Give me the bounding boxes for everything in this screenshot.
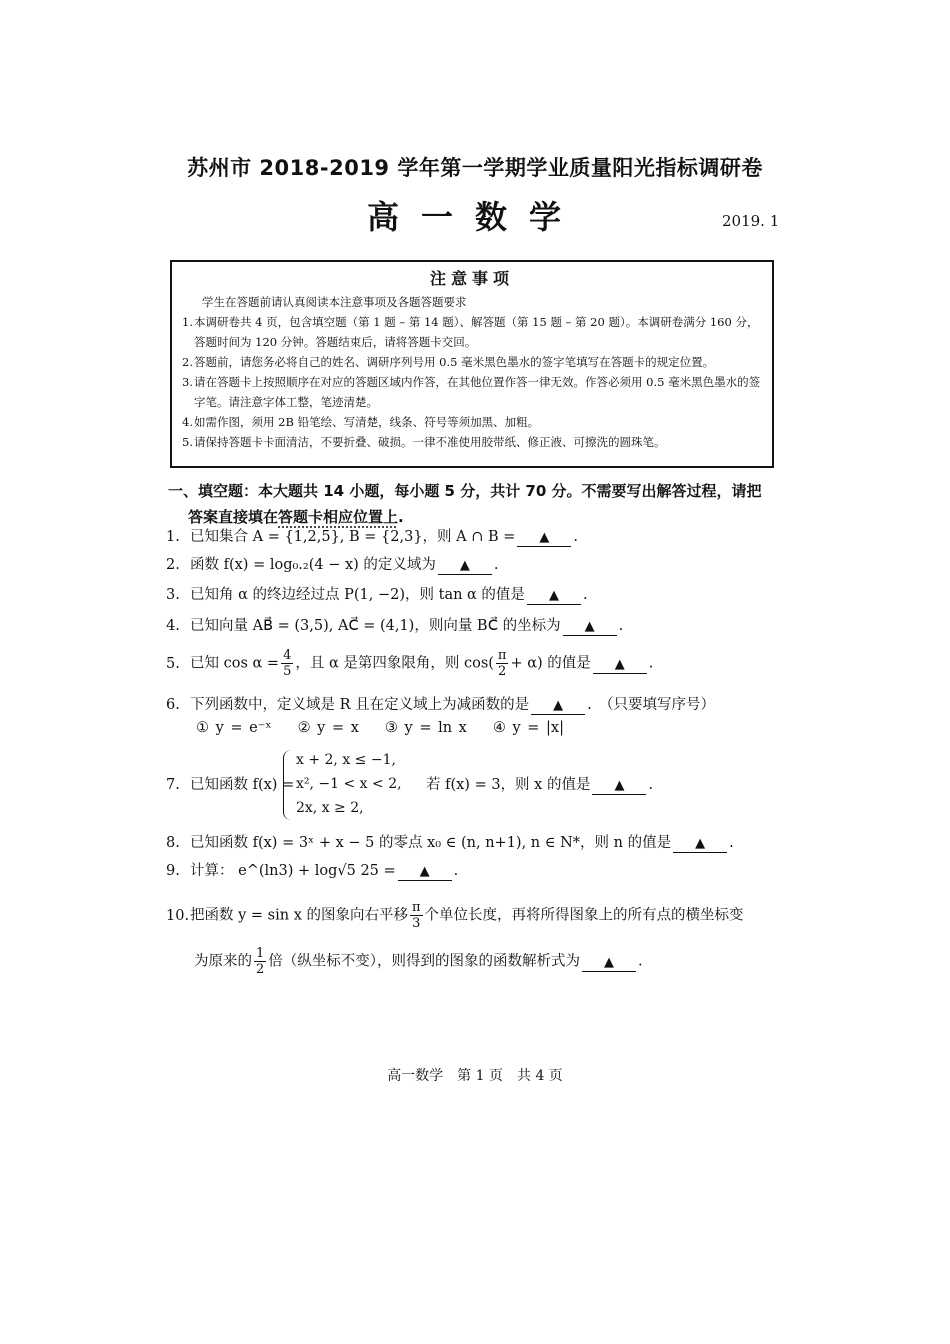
notice-item-text: 请在答题卡上按照顺序在对应的答题区域内作答，在其他位置作答一律无效。作答必须用 0.5 毫米黑色墨水的签字笔。请注意字体工整，笔迹清楚。 — [194, 375, 761, 409]
question-text: 已知 cos α = — [190, 655, 280, 672]
question-number: 1. — [166, 529, 180, 545]
notice-item — [182, 432, 762, 452]
question-number: 6. — [166, 697, 180, 713]
notice-item-num: 3. — [182, 375, 193, 389]
answer-blank — [531, 697, 585, 715]
notice-item — [182, 412, 762, 432]
fraction — [496, 648, 509, 679]
fraction — [410, 900, 423, 931]
question-9: 9. 计算： e^(ln3) + log√5 25 = ▲ . — [166, 860, 786, 882]
question-2: 2. 函数 f(x) = log₀.₂(4 − x) 的定义域为 ▲ . — [166, 554, 786, 576]
answer-blank — [438, 557, 492, 575]
option-4: ④ y = |x| — [492, 720, 564, 736]
question-text: 若 f(x) = 3，则 x 的值是 — [426, 777, 591, 793]
question-text: 为原来的 — [194, 953, 252, 970]
option-1: ① y = e⁻ˣ — [196, 720, 272, 736]
option-3: ③ y = ln x — [384, 720, 467, 736]
page-footer: 高一数学 第 1 页 共 4 页 — [387, 1068, 563, 1084]
notice-item-text: 请保持答题卡卡面清洁，不要折叠、破损。一律不准使用胶带纸、修正液、可擦洗的圆珠笔。 — [194, 435, 666, 449]
question-note: （只要填写序号） — [606, 697, 715, 713]
notice-item-num: 2. — [182, 355, 193, 369]
subject-title: 高一数学 — [366, 198, 583, 236]
triangle-icon: ▲ — [584, 619, 595, 634]
exam-date: 2019. 1 — [722, 212, 780, 230]
question-text: 函数 f(x) = log₀.₂(4 − x) 的定义域为 — [190, 557, 436, 573]
notice-item — [182, 312, 762, 352]
question-number: 9. — [166, 863, 180, 879]
section-text: 答案直接填在 — [188, 508, 279, 526]
section-heading — [168, 478, 768, 530]
triangle-icon: ▲ — [695, 836, 706, 851]
answer-blank — [527, 587, 581, 605]
question-text: 计算： e^(ln3) + log√5 25 = — [190, 863, 396, 879]
question-10 — [166, 900, 786, 931]
question-7-tail: 若 f(x) = 3，则 x 的值是 ▲ . — [426, 777, 654, 793]
question-number: 2. — [166, 557, 180, 573]
piecewise-case: 2x, x ≥ 2, — [296, 800, 364, 816]
option-2: ② y = x — [297, 720, 359, 736]
triangle-icon: ▲ — [459, 558, 470, 573]
notice-title: 注意事项 — [429, 269, 514, 288]
brace-icon — [283, 750, 294, 820]
question-1: 1. 已知集合 A = {1,2,5}, B = {2,3}，则 A ∩ B = ▲ . — [166, 526, 786, 548]
triangle-icon: ▲ — [614, 656, 625, 672]
fraction-denominator: 2 — [498, 664, 507, 679]
answer-blank — [517, 529, 571, 547]
page-title: 苏州市 2018-2019 学年第一学期学业质量阳光指标调研卷 — [187, 156, 763, 180]
notice-item — [182, 372, 762, 412]
answer-blank — [592, 777, 646, 795]
question-text: + α) 的值是 — [510, 655, 591, 672]
question-number: 7. — [166, 777, 180, 793]
question-3: 3. 已知角 α 的终边经过点 P(1, −2)，则 tan α 的值是 ▲ . — [166, 584, 786, 606]
fraction — [281, 648, 293, 679]
answer-blank — [563, 618, 617, 636]
answer-blank — [673, 835, 727, 853]
fraction-denominator: 2 — [256, 962, 265, 977]
notice-item-text: 如需作图，须用 2B 铅笔绘、写清楚，线条、符号等须加黑、加粗。 — [194, 415, 540, 429]
answer-blank — [582, 954, 636, 972]
section-emphasis: 答题卡相应位置上 — [278, 508, 399, 526]
question-6-options — [196, 720, 590, 736]
question-number: 10. — [166, 907, 190, 924]
section-heading-line1: 一、填空题：本大题共 14 小题，每小题 5 分，共计 70 分。不需要写出解答过程，请把 — [168, 482, 762, 500]
triangle-icon: ▲ — [604, 954, 615, 970]
question-text: 已知集合 A = {1,2,5}, B = {2,3}，则 A ∩ B = — [190, 529, 516, 545]
piecewise-case: x + 2, x ≤ −1, — [296, 752, 396, 768]
notice-intro: 学生在答题前请认真阅读本注意事项及各题答题要求 — [202, 295, 467, 309]
fraction-numerator: 4 — [283, 648, 292, 663]
fraction-numerator: π — [497, 648, 507, 663]
fraction-numerator: π — [411, 900, 421, 915]
fraction-numerator: 1 — [256, 946, 265, 961]
question-text: ，且 α 是第四象限角，则 cos( — [295, 655, 494, 672]
triangle-icon: ▲ — [548, 588, 559, 603]
piecewise-case: x², −1 < x < 2, — [296, 776, 402, 792]
notice-item-num: 1. — [182, 315, 193, 329]
answer-blank — [593, 656, 647, 674]
answer-blank — [398, 863, 452, 881]
question-number: 8. — [166, 835, 180, 851]
piecewise-cases — [296, 748, 402, 820]
question-8: 8. 已知函数 f(x) = 3ˣ + x − 5 的零点 x₀ ∈ (n, n+1), n ∈ N*，则 n 的值是 ▲ . — [166, 832, 786, 854]
question-text: 倍（纵坐标不变），则得到的图象的函数解析式为 — [268, 953, 581, 970]
triangle-icon: ▲ — [419, 864, 430, 879]
fraction-denominator: 3 — [412, 916, 421, 931]
question-text: 已知向量 AB⃗ = (3,5), AC⃗ = (4,1)，则向量 BC⃗ 的坐标为 — [190, 618, 561, 634]
notice-item-num: 4. — [182, 415, 193, 429]
question-10-line2: 为原来的 $\frac{1}{2}$ 倍（纵坐标不变），则得到的图象的函数解析式为 ▲ . — [194, 946, 643, 977]
notice-item-text: 本调研卷共 4 页，包含填空题（第 1 题 – 第 14 题）、解答题（第 15 题 – 第 20 题）。本调研卷满分 160 分，答题时间为 120 分钟。答题结束后，请将答题卡交回。 — [194, 315, 759, 349]
question-4: 4. 已知向量 AB⃗ = (3,5), AC⃗ = (4,1)，则向量 BC⃗ 的坐标为 ▲ . — [166, 615, 786, 637]
question-text: 已知角 α 的终边经过点 P(1, −2)，则 tan α 的值是 — [190, 587, 525, 603]
question-text: 把函数 y = sin x 的图象向右平移 — [190, 907, 408, 924]
section-text: . — [398, 508, 404, 526]
triangle-icon: ▲ — [614, 778, 625, 793]
notice-item-num: 5. — [182, 435, 193, 449]
question-number: 5. — [166, 655, 180, 672]
fraction — [254, 946, 266, 977]
triangle-icon: ▲ — [553, 698, 564, 713]
question-text: 已知函数 f(x) = — [190, 777, 295, 793]
triangle-icon: ▲ — [539, 530, 550, 545]
question-6: 6. 下列函数中，定义域是 R 且在定义域上为减函数的是 ▲ . （只要填写序号） — [166, 694, 786, 716]
question-text: 下列函数中，定义域是 R 且在定义域上为减函数的是 — [190, 697, 530, 713]
question-text: 已知函数 f(x) = 3ˣ + x − 5 的零点 x₀ ∈ (n, n+1), n ∈ N*，则 n 的值是 — [190, 835, 672, 851]
question-5: 5. 已知 cos α = $\frac{4}{5}$ ，且 α 是第四象限角，则 cos( $\frac{\pi}{2}$ + α) 的值是 ▲ . — [166, 648, 654, 679]
notice-box — [170, 260, 774, 468]
notice-item-text: 答题前，请您务必将自己的姓名、调研序列号用 0.5 毫米黑色墨水的签字笔填写在答题卡的规定位置。 — [194, 355, 715, 369]
fraction-denominator: 5 — [283, 664, 292, 679]
notice-item — [182, 352, 762, 372]
question-number: 3. — [166, 587, 180, 603]
question-text: 个单位长度，再将所得图象上的所有点的横坐标变 — [424, 907, 744, 924]
question-number: 4. — [166, 618, 180, 634]
